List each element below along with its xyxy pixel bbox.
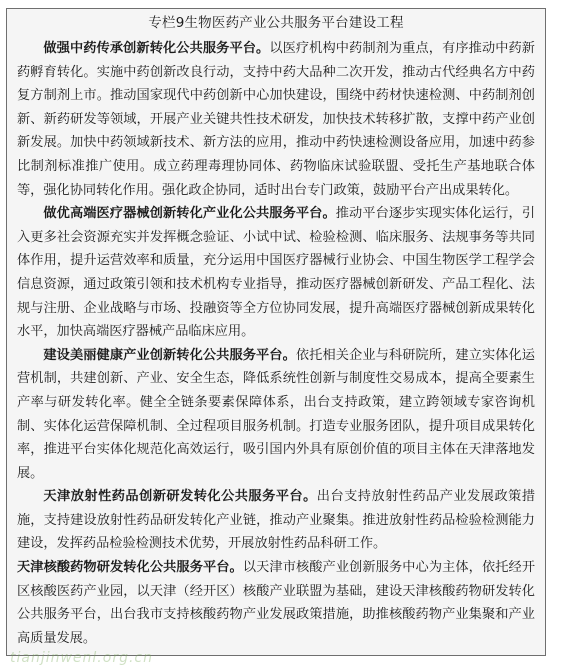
section-body: 依托相关企业与科研院所，建立实体化运营机制，共建创新、产业、安全生态，降低系统性创新与制度性交易成本，提高全要素生产率与研发转化率。健全全链条要素保障体系，出台支持政策，建立跨领域专家咨询机制、实体化运营保障机制、全过程项目服务机制。打造专业服务团队，提升项目成果转化率，推进平台实体化规范化高效运行，吸引国内外具有原创价值的项目主体在天津落地发展。 [17,347,535,481]
section-body: 以天津市核酸产业创新服务中心为主体，依托经开区核酸医药产业园，以天津（经开区）核酸产业联盟为基础，建设天津核酸药物研发转化公共服务平台，出台我市支持核酸药物产业发展政策措施，助推核酸药物产业集聚和产业高质量发展。 [17,560,536,646]
section-body: 出台支持放射性药品产业发展政策措施，支持建设放射性药品研发转化产业链，推动产业聚集。推进放射性药品检验检测能力建设，发挥药品检验检测技术优势，开展放射性药品科研工作。 [17,489,536,552]
section-heading: 天津核酸药物研发转化公共服务平台。 [17,560,243,576]
section-heading: 做强中药传承创新转化公共服务平台。 [43,41,270,56]
section-beauty-health-platform [17,344,535,486]
section-heading: 建设美丽健康产业创新转化公共服务平台。 [43,347,296,363]
section-radiopharmaceutical-platform [17,485,535,556]
section-nucleic-acid-platform [17,556,535,650]
section-heading: 做优高端医疗器械创新转化产业化公共服务平台。 [43,206,336,222]
policy-column-box [6,8,546,656]
section-body: 以医疗机构中药制剂为重点，有序推动中药新药孵育转化。实施中药创新改良行动，支持中药大品种二次开发，推动古代经典名方中药复方制剂上市。推动国家现代中药创新中心加快建设，围绕中药材快速检测、中药制剂创新、新药研发等领域，开展产业关键共性技术研发，加快技术转移扩散，支撑中药产业创新发展。加快中药领域新技术、新方法的应用，推动中药快速检测设备应用，加速中药参比制剂标准推广使用。成立药理毒理协同体、药物临床试验联盟、受托生产基地联合体等，强化协同转化作用。强化政企协同，适时出台专门政策，鼓励平台产出成果转化。 [17,41,535,198]
section-body: 推动平台逐步实现实体化运行，引入更多社会资源充实并发挥概念验证、小试中试、检验检测、临床服务、法规事务等共同体作用，提升运营效率和质量，充分运用中国医疗器械行业协会、中国生物医学工程学会信息资源，通过政策引领和技术机构专业指导，推动医疗器械创新研发、产品工程化、法规与注册、企业战略与市场、投融资等全方位协同发展，提升高端医疗器械创新成果转化水平，加快高端医疗器械产品临床应用。 [17,206,536,340]
site-watermark: tianjinwenl.org.cn [10,650,153,666]
column-title: 专栏9生物医药产业公共服务平台建设工程 [148,15,404,31]
section-medical-device-platform [17,202,535,344]
section-heading: 天津放射性药品创新研发转化公共服务平台。 [43,489,317,505]
section-tcm-platform [17,37,535,202]
